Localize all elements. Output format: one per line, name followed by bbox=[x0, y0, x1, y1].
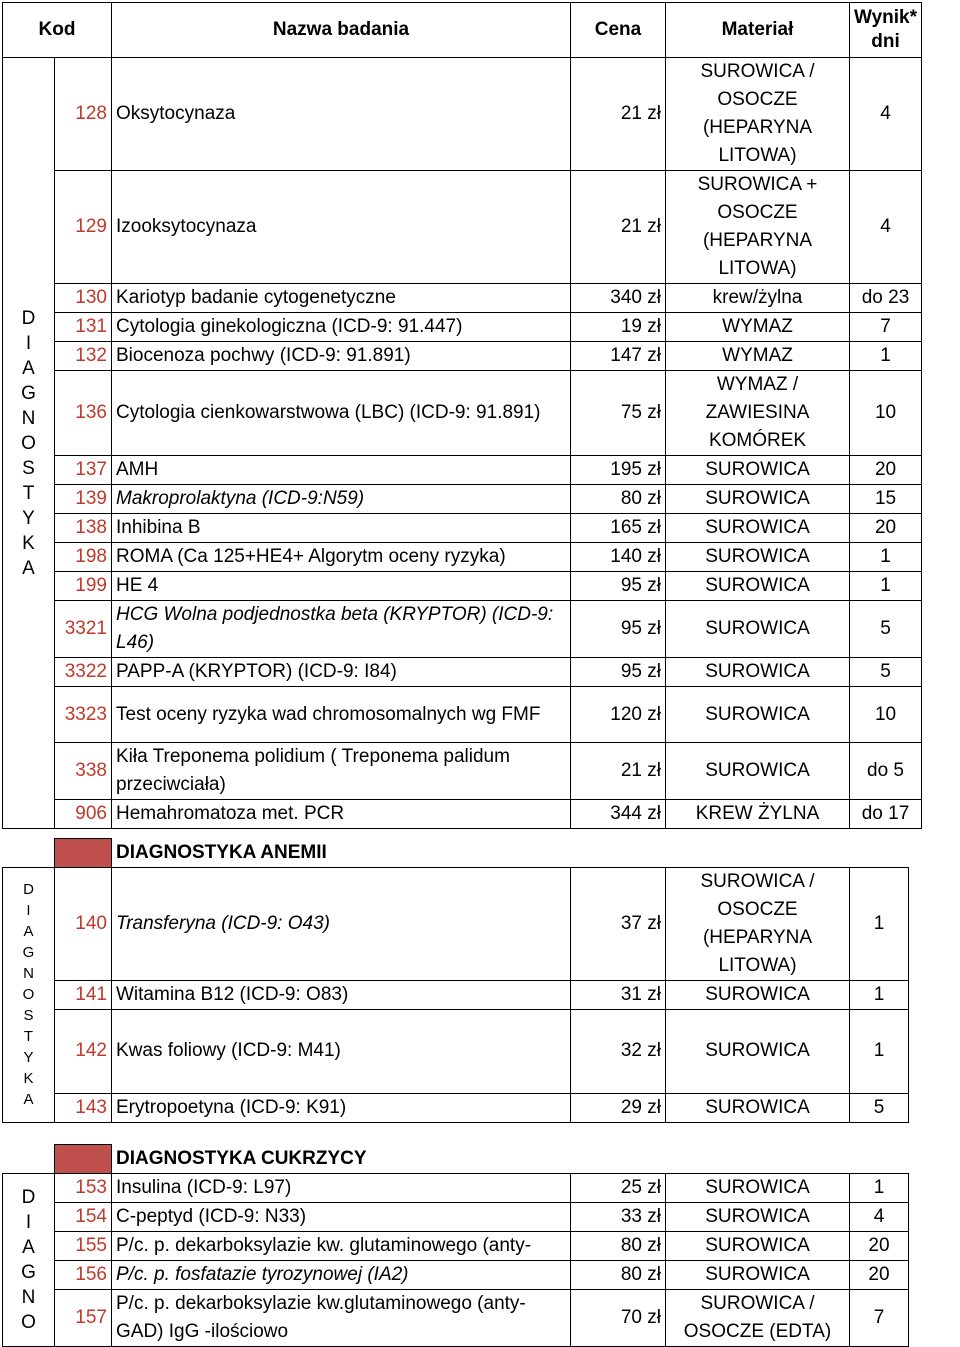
table-row bbox=[3, 1093, 909, 1122]
test-result-days: 1 bbox=[850, 1009, 909, 1093]
test-material: SUROWICA bbox=[666, 687, 850, 743]
test-material: SUROWICA bbox=[666, 1260, 850, 1289]
vertical-label-letter: T bbox=[22, 482, 35, 504]
test-result-days: 20 bbox=[850, 1260, 909, 1289]
test-price: 21 zł bbox=[571, 171, 666, 284]
test-price: 165 zł bbox=[571, 514, 666, 543]
test-result-days: do 5 bbox=[850, 743, 922, 800]
table-row bbox=[3, 1009, 909, 1093]
test-name: ROMA (Ca 125+HE4+ Algorytm oceny ryzyka) bbox=[112, 543, 571, 572]
test-code: 132 bbox=[55, 342, 112, 371]
test-result-days: 7 bbox=[850, 1289, 909, 1346]
header-wynik: Wynik* dni bbox=[850, 3, 922, 58]
vertical-label-letter: O bbox=[22, 986, 35, 1003]
vertical-label-letter: A bbox=[22, 357, 35, 379]
vertical-label-letter: I bbox=[25, 1211, 32, 1233]
test-code: 130 bbox=[55, 284, 112, 313]
test-material: WYMAZ bbox=[666, 342, 850, 371]
vertical-label-letter: T bbox=[23, 1028, 34, 1045]
section-title-row bbox=[3, 1145, 909, 1174]
header-cena: Cena bbox=[571, 3, 666, 58]
test-name: HCG Wolna podjednostka beta (KRYPTOR) (ICD-9: L46) bbox=[112, 601, 571, 658]
test-name: Erytropoetyna (ICD-9: K91) bbox=[112, 1093, 571, 1122]
table-row bbox=[3, 1231, 909, 1260]
vertical-label-letter: A bbox=[22, 557, 35, 579]
test-result-days: do 23 bbox=[850, 284, 922, 313]
vertical-label-letter: N bbox=[21, 407, 36, 429]
test-material: SUROWICA bbox=[666, 572, 850, 601]
test-material: SUROWICA bbox=[666, 485, 850, 514]
section-color-marker bbox=[55, 1145, 112, 1174]
table-row bbox=[3, 342, 922, 371]
header-nazwa: Nazwa badania bbox=[112, 3, 571, 58]
test-price: 31 zł bbox=[571, 980, 666, 1009]
test-result-days: 1 bbox=[850, 1173, 909, 1202]
test-code: 3321 bbox=[55, 601, 112, 658]
vertical-label-letter: S bbox=[22, 457, 35, 479]
vertical-label-letter: K bbox=[22, 532, 35, 554]
test-code: 153 bbox=[55, 1173, 112, 1202]
test-result-days: 1 bbox=[850, 572, 922, 601]
test-price: 21 zł bbox=[571, 58, 666, 171]
test-price: 70 zł bbox=[571, 1289, 666, 1346]
table-row bbox=[3, 284, 922, 313]
section-title: DIAGNOSTYKA CUKRZYCY bbox=[116, 1147, 367, 1169]
test-code: 199 bbox=[55, 572, 112, 601]
test-result-days: 4 bbox=[850, 171, 922, 284]
test-name: Kiła Treponema polidium ( Treponema palidum przeciwciała) bbox=[112, 743, 571, 800]
test-price: 340 zł bbox=[571, 284, 666, 313]
vertical-label-letter: G bbox=[22, 944, 35, 961]
price-table-main bbox=[2, 2, 922, 829]
test-price: 29 zł bbox=[571, 1093, 666, 1122]
test-price: 140 zł bbox=[571, 543, 666, 572]
test-material: SUROWICA / OSOCZE (HEPARYNA LITOWA) bbox=[666, 58, 850, 171]
section-title: DIAGNOSTYKA ANEMII bbox=[116, 841, 327, 863]
test-price: 147 zł bbox=[571, 342, 666, 371]
test-code: 338 bbox=[55, 743, 112, 800]
table-row bbox=[3, 867, 909, 980]
test-result-days: 5 bbox=[850, 1093, 909, 1122]
price-table-diabetes bbox=[2, 1144, 909, 1347]
test-price: 195 zł bbox=[571, 456, 666, 485]
test-material: krew/żylna bbox=[666, 284, 850, 313]
test-price: 80 zł bbox=[571, 1231, 666, 1260]
test-result-days: 1 bbox=[850, 543, 922, 572]
test-material: SUROWICA bbox=[666, 456, 850, 485]
table-row bbox=[3, 687, 922, 743]
test-result-days: 4 bbox=[850, 1202, 909, 1231]
table-row bbox=[3, 1173, 909, 1202]
test-material: SUROWICA bbox=[666, 658, 850, 687]
table-row bbox=[3, 171, 922, 284]
vertical-label-letter: I bbox=[25, 332, 32, 354]
test-name: Transferyna (ICD-9: O43) bbox=[112, 867, 571, 980]
test-name: Insulina (ICD-9: L97) bbox=[112, 1173, 571, 1202]
test-result-days: 4 bbox=[850, 58, 922, 171]
vertical-label-letter: O bbox=[21, 432, 36, 454]
vertical-label-letter: N bbox=[21, 1286, 36, 1308]
test-result-days: 5 bbox=[850, 601, 922, 658]
test-material: SUROWICA bbox=[666, 514, 850, 543]
vertical-label-letter: D bbox=[23, 881, 34, 898]
test-name: PAPP-A (KRYPTOR) (ICD-9: I84) bbox=[112, 658, 571, 687]
section-vertical-label bbox=[3, 1173, 55, 1346]
test-result-days: 20 bbox=[850, 514, 922, 543]
test-code: 142 bbox=[55, 1009, 112, 1093]
test-material: SUROWICA bbox=[666, 601, 850, 658]
section-color-marker bbox=[55, 839, 112, 868]
section-vertical-label bbox=[3, 867, 55, 1122]
vertical-label-letter: O bbox=[21, 1311, 36, 1333]
test-name: Oksytocynaza bbox=[112, 58, 571, 171]
test-name: Test oceny ryzyka wad chromosomalnych wg FMF bbox=[112, 687, 571, 743]
test-material: SUROWICA bbox=[666, 1231, 850, 1260]
test-price: 75 zł bbox=[571, 371, 666, 456]
test-code: 906 bbox=[55, 800, 112, 829]
test-code: 154 bbox=[55, 1202, 112, 1231]
test-code: 139 bbox=[55, 485, 112, 514]
test-price: 95 zł bbox=[571, 658, 666, 687]
test-material: WYMAZ / ZAWIESINA KOMÓREK bbox=[666, 371, 850, 456]
test-name: Izooksytocynaza bbox=[112, 171, 571, 284]
test-name: Cytologia ginekologiczna (ICD-9: 91.447) bbox=[112, 313, 571, 342]
table-row bbox=[3, 743, 922, 800]
test-result-days: 10 bbox=[850, 371, 922, 456]
test-result-days: do 17 bbox=[850, 800, 922, 829]
test-result-days: 15 bbox=[850, 485, 922, 514]
test-name: Inhibina B bbox=[112, 514, 571, 543]
test-material: SUROWICA bbox=[666, 980, 850, 1009]
test-code: 156 bbox=[55, 1260, 112, 1289]
table-row bbox=[3, 1260, 909, 1289]
table-row bbox=[3, 658, 922, 687]
test-code: 137 bbox=[55, 456, 112, 485]
vertical-label-letter: D bbox=[21, 1186, 36, 1208]
price-table-anemia bbox=[2, 838, 909, 1123]
vertical-label-letter: G bbox=[21, 1261, 36, 1283]
test-code: 131 bbox=[55, 313, 112, 342]
test-name: P/c. p. fosfatazie tyrozynowej (IA2) bbox=[112, 1260, 571, 1289]
table-row bbox=[3, 485, 922, 514]
test-code: 3323 bbox=[55, 687, 112, 743]
vertical-label-letter: A bbox=[22, 1236, 35, 1258]
test-name: C-peptyd (ICD-9: N33) bbox=[112, 1202, 571, 1231]
vertical-label-letter: D bbox=[21, 307, 36, 329]
section-title-row bbox=[3, 839, 909, 868]
table-row bbox=[3, 1202, 909, 1231]
test-code: 157 bbox=[55, 1289, 112, 1346]
test-material: SUROWICA bbox=[666, 1202, 850, 1231]
table-row bbox=[3, 371, 922, 456]
test-result-days: 20 bbox=[850, 1231, 909, 1260]
vertical-label-letter: A bbox=[23, 1091, 34, 1108]
test-name: HE 4 bbox=[112, 572, 571, 601]
test-name: P/c. p. dekarboksylazie kw.glutaminowego (anty-GAD) IgG -ilościowo bbox=[112, 1289, 571, 1346]
test-name: P/c. p. dekarboksylazie kw. glutaminowego (anty- bbox=[112, 1231, 571, 1260]
test-code: 129 bbox=[55, 171, 112, 284]
vertical-label-letter: K bbox=[23, 1070, 34, 1087]
test-price: 33 zł bbox=[571, 1202, 666, 1231]
test-result-days: 5 bbox=[850, 658, 922, 687]
vertical-label-letter: A bbox=[23, 923, 34, 940]
test-material: SUROWICA + OSOCZE (HEPARYNA LITOWA) bbox=[666, 171, 850, 284]
header-material: Materiał bbox=[666, 3, 850, 58]
test-name: Makroprolaktyna (ICD-9:N59) bbox=[112, 485, 571, 514]
test-code: 155 bbox=[55, 1231, 112, 1260]
vertical-label-letter: Y bbox=[23, 1049, 34, 1066]
test-result-days: 1 bbox=[850, 867, 909, 980]
table-row bbox=[3, 514, 922, 543]
test-code: 136 bbox=[55, 371, 112, 456]
test-price: 37 zł bbox=[571, 867, 666, 980]
test-price: 120 zł bbox=[571, 687, 666, 743]
table-row bbox=[3, 980, 909, 1009]
vertical-label-letter: G bbox=[21, 382, 36, 404]
test-code: 128 bbox=[55, 58, 112, 171]
test-name: Cytologia cienkowarstwowa (LBC) (ICD-9: 91.891) bbox=[112, 371, 571, 456]
test-code: 3322 bbox=[55, 658, 112, 687]
test-material: SUROWICA bbox=[666, 1173, 850, 1202]
vertical-label-letter: I bbox=[26, 902, 31, 919]
test-material: SUROWICA bbox=[666, 1009, 850, 1093]
table-row bbox=[3, 456, 922, 485]
test-price: 21 zł bbox=[571, 743, 666, 800]
test-code: 143 bbox=[55, 1093, 112, 1122]
test-material: SUROWICA bbox=[666, 743, 850, 800]
test-name: Witamina B12 (ICD-9: O83) bbox=[112, 980, 571, 1009]
vertical-label-letter: S bbox=[23, 1007, 34, 1024]
test-material: SUROWICA bbox=[666, 1093, 850, 1122]
test-code: 198 bbox=[55, 543, 112, 572]
test-result-days: 1 bbox=[850, 980, 909, 1009]
test-name: Kwas foliowy (ICD-9: M41) bbox=[112, 1009, 571, 1093]
test-result-days: 1 bbox=[850, 342, 922, 371]
test-name: Hemahromatoza met. PCR bbox=[112, 800, 571, 829]
table-row bbox=[3, 543, 922, 572]
test-name: AMH bbox=[112, 456, 571, 485]
table-row bbox=[3, 572, 922, 601]
table-row bbox=[3, 800, 922, 829]
test-code: 138 bbox=[55, 514, 112, 543]
test-material: WYMAZ bbox=[666, 313, 850, 342]
vertical-label-letter: N bbox=[23, 965, 34, 982]
test-price: 344 zł bbox=[571, 800, 666, 829]
test-price: 95 zł bbox=[571, 601, 666, 658]
test-material: SUROWICA / OSOCZE (EDTA) bbox=[666, 1289, 850, 1346]
test-material: SUROWICA / OSOCZE (HEPARYNA LITOWA) bbox=[666, 867, 850, 980]
test-price: 19 zł bbox=[571, 313, 666, 342]
table-row bbox=[3, 58, 922, 171]
test-price: 80 zł bbox=[571, 485, 666, 514]
table-row bbox=[3, 313, 922, 342]
table-row bbox=[3, 601, 922, 658]
test-price: 25 zł bbox=[571, 1173, 666, 1202]
test-price: 32 zł bbox=[571, 1009, 666, 1093]
test-name: Biocenoza pochwy (ICD-9: 91.891) bbox=[112, 342, 571, 371]
test-material: KREW ŻYLNA bbox=[666, 800, 850, 829]
test-result-days: 20 bbox=[850, 456, 922, 485]
vertical-label-letter: Y bbox=[22, 507, 35, 529]
test-price: 95 zł bbox=[571, 572, 666, 601]
section-vertical-label bbox=[3, 58, 55, 829]
test-result-days: 10 bbox=[850, 687, 922, 743]
test-material: SUROWICA bbox=[666, 543, 850, 572]
test-code: 141 bbox=[55, 980, 112, 1009]
test-name: Kariotyp badanie cytogenetyczne bbox=[112, 284, 571, 313]
header-kod: Kod bbox=[3, 3, 112, 58]
test-result-days: 7 bbox=[850, 313, 922, 342]
table-row bbox=[3, 1289, 909, 1346]
test-code: 140 bbox=[55, 867, 112, 980]
table-header-row bbox=[3, 3, 922, 58]
test-price: 80 zł bbox=[571, 1260, 666, 1289]
